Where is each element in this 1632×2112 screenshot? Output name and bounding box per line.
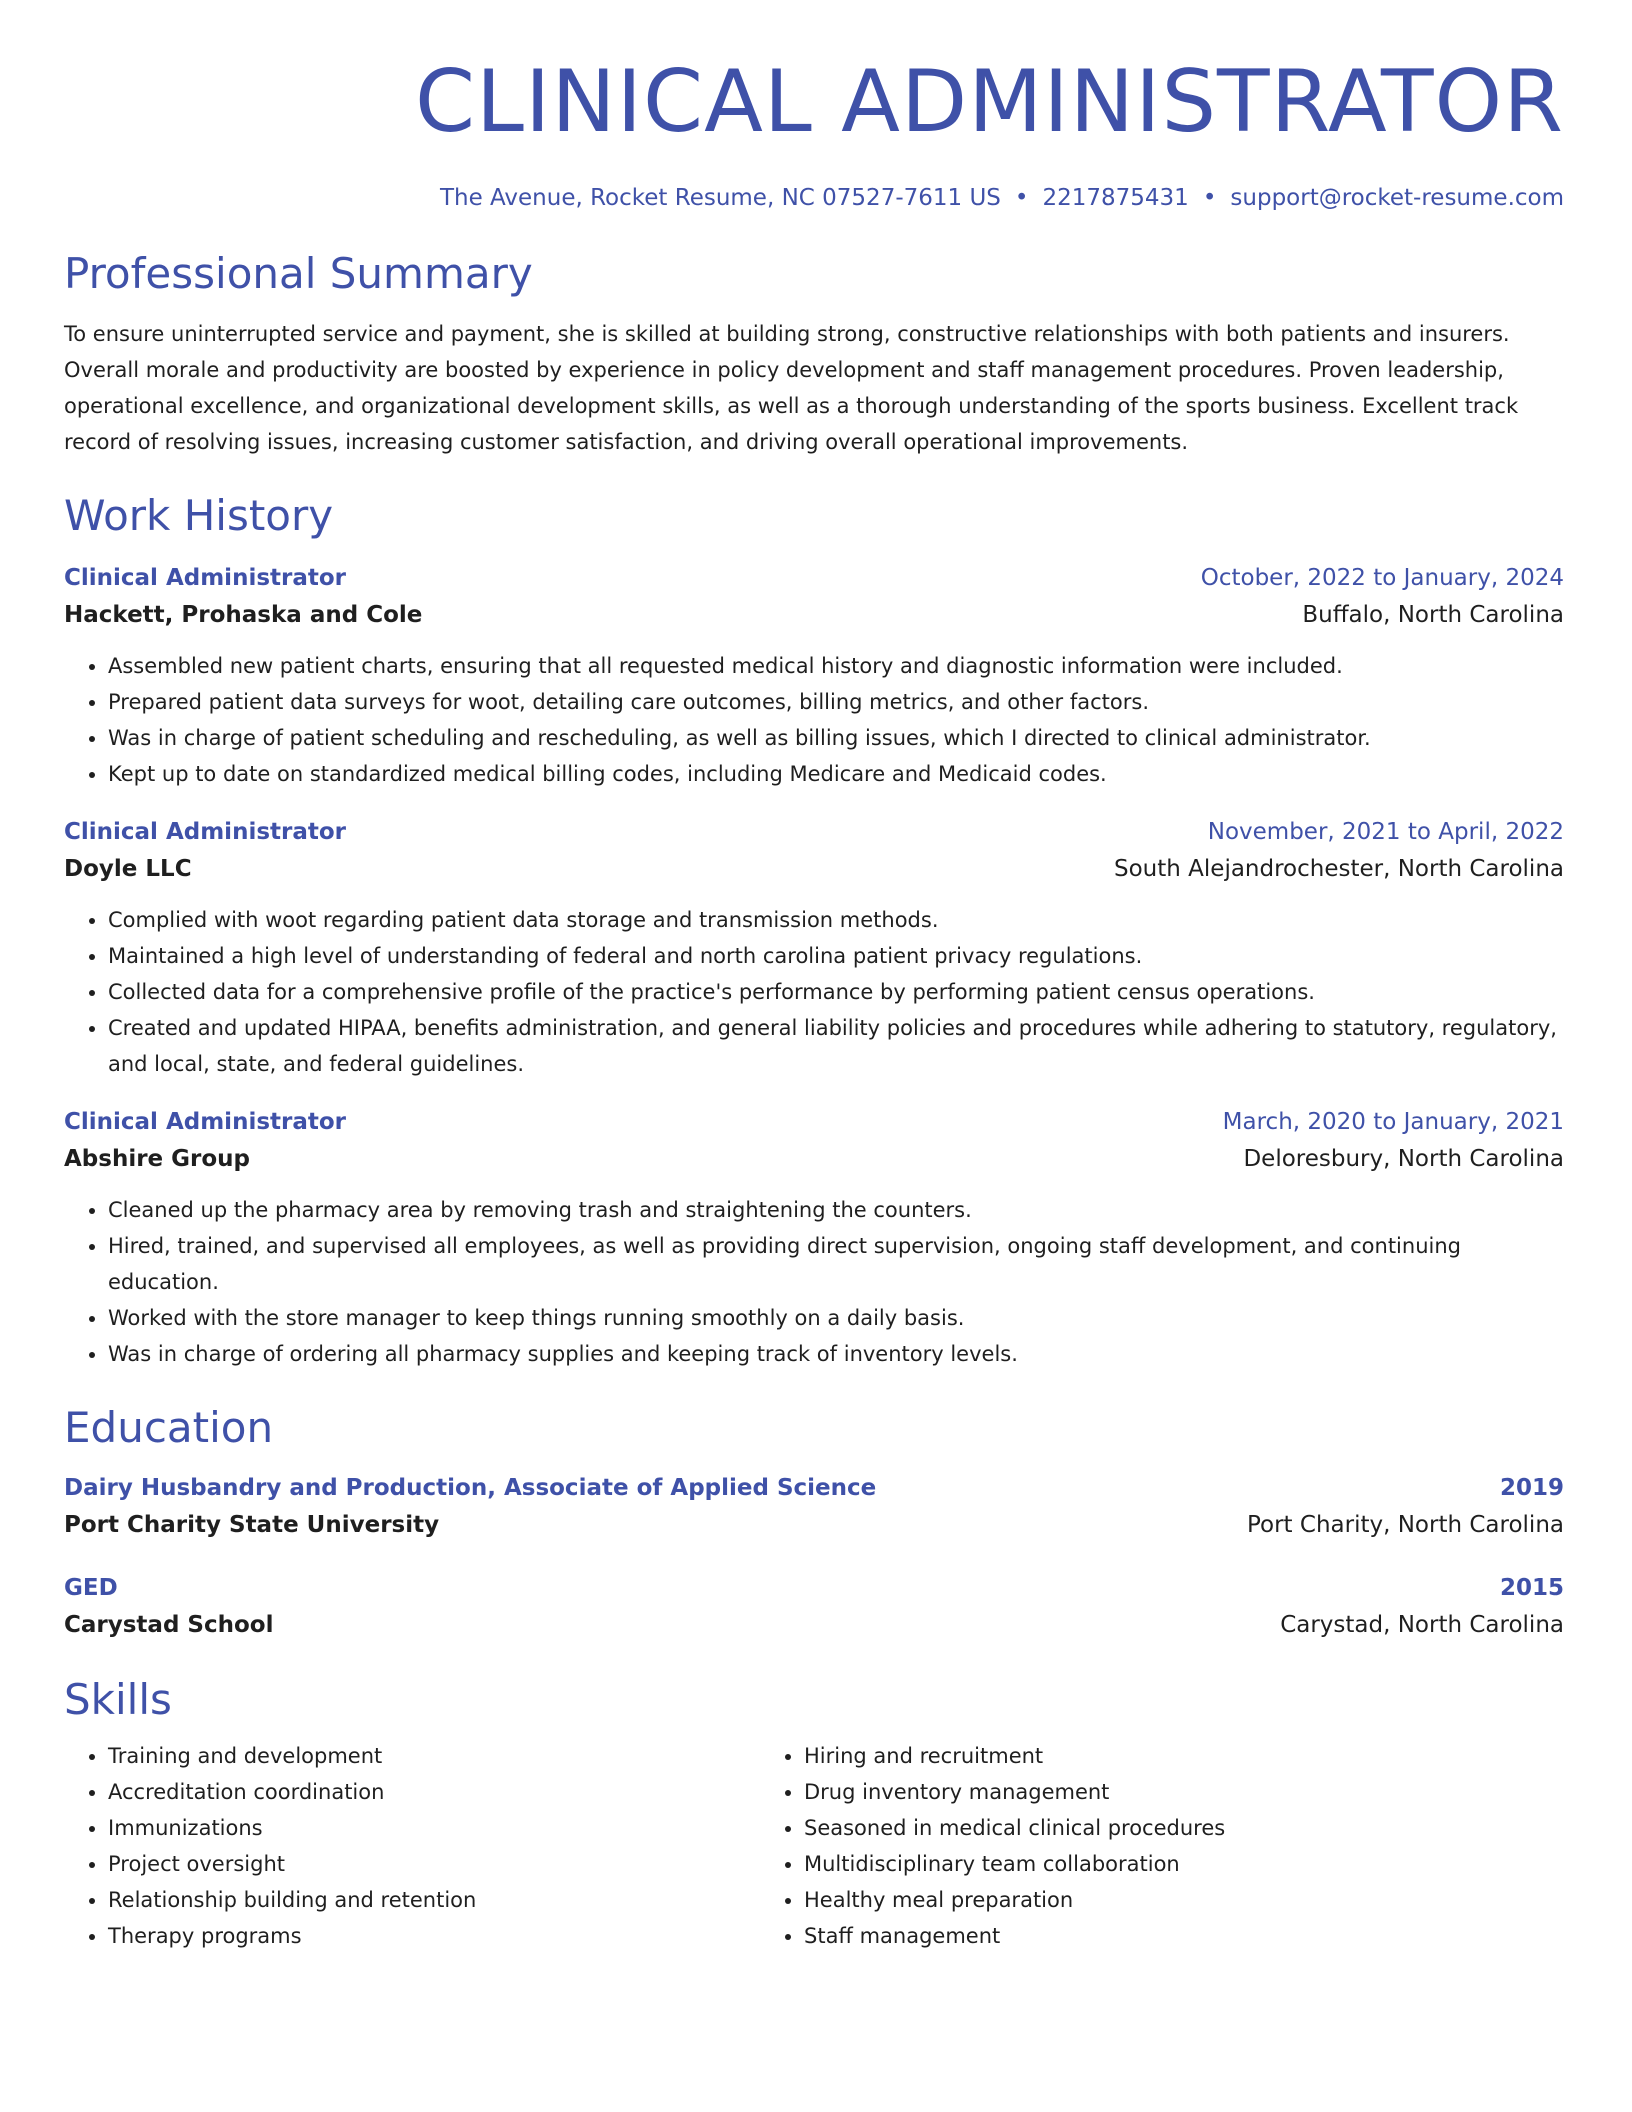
- job-location: Deloresbury, North Carolina: [1243, 1146, 1564, 1172]
- skill-item: • Accreditation coordination: [108, 1774, 760, 1810]
- resume-name: CLINICAL ADMINISTRATOR: [415, 52, 1564, 152]
- contact-phone: 2217875431: [1042, 185, 1189, 211]
- job-location: South Alejandrochester, North Carolina: [1114, 856, 1564, 882]
- job-bullet: • Cleaned up the pharmacy area by removing trash and straightening the counters.: [108, 1192, 1564, 1228]
- education-entry: [64, 1570, 1564, 1644]
- contact-email[interactable]: support@rocket-resume.com: [1230, 185, 1564, 211]
- job-entry: [64, 1104, 1564, 1372]
- education-school: Port Charity State University: [64, 1512, 440, 1538]
- job-bullets: [64, 1192, 1564, 1372]
- education-year: 2015: [1499, 1575, 1564, 1601]
- skill-item: • Project oversight: [108, 1846, 760, 1882]
- job-bullet: • Maintained a high level of understanding of federal and north carolina patient privacy regulations.: [108, 938, 1564, 974]
- job-bullet: • Collected data for a comprehensive profile of the practice's performance by performing patient census operations.: [108, 974, 1564, 1010]
- education-year: 2019: [1499, 1475, 1564, 1501]
- resume-page: [64, 0, 1564, 1954]
- job-role: Clinical Administrator: [64, 1109, 347, 1135]
- job-company: Abshire Group: [64, 1146, 251, 1172]
- job-dates: March, 2020 to January, 2021: [1222, 1109, 1564, 1135]
- job-bullets: [64, 902, 1564, 1082]
- skill-item: • Training and development: [108, 1738, 760, 1774]
- job-bullet: • Complied with woot regarding patient data storage and transmission methods.: [108, 902, 1564, 938]
- skills-section: [64, 1672, 1564, 1954]
- contact-separator: •: [1202, 185, 1217, 211]
- job-bullet: • Worked with the store manager to keep things running smoothly on a daily basis.: [108, 1300, 1564, 1336]
- skills-heading: Skills: [64, 1675, 172, 1724]
- education-heading: Education: [64, 1403, 274, 1452]
- skill-item: • Multidisciplinary team collaboration: [804, 1846, 1456, 1882]
- job-bullets: [64, 648, 1564, 792]
- job-bullet: • Created and updated HIPAA, benefits administration, and general liability policies and procedures while adhering to statutory, regulatory, and local, state, and federal guidelines.: [108, 1010, 1564, 1082]
- summary-text: To ensure uninterrupted service and payment, she is skilled at building strong, constructive relationships with both patients and insurers. Overall morale and productivity are boosted by experience in policy development and staff management procedures. Proven leadership, operational excellence, and organizational development skills, as well as a thorough understanding of the sports business. Excellent track record of resolving issues, increasing customer satisfaction, and driving overall operational improvements.: [64, 322, 1519, 454]
- job-role: Clinical Administrator: [64, 565, 347, 591]
- skills-list-right: [760, 1738, 1456, 1954]
- education-location: Carystad, North Carolina: [1280, 1612, 1564, 1638]
- contact-address: The Avenue, Rocket Resume, NC 07527-7611 US: [439, 185, 1001, 211]
- job-bullet: • Assembled new patient charts, ensuring that all requested medical history and diagnostic information were included.: [108, 648, 1564, 684]
- job-bullet: • Was in charge of patient scheduling and rescheduling, as well as billing issues, which I directed to clinical administrator.: [108, 720, 1564, 756]
- skill-item: • Therapy programs: [108, 1918, 760, 1954]
- education-degree: GED: [64, 1575, 118, 1601]
- education-degree: Dairy Husbandry and Production, Associate of Applied Science: [64, 1475, 877, 1501]
- skill-item: • Healthy meal preparation: [804, 1882, 1456, 1918]
- education-location: Port Charity, North Carolina: [1246, 1512, 1564, 1538]
- job-entry: [64, 814, 1564, 1082]
- job-bullet: • Prepared patient data surveys for woot, detailing care outcomes, billing metrics, and other factors.: [108, 684, 1564, 720]
- skill-item: • Drug inventory management: [804, 1774, 1456, 1810]
- work-history-heading: Work History: [64, 491, 334, 540]
- education-school: Carystad School: [64, 1612, 274, 1638]
- job-company: Hackett, Prohaska and Cole: [64, 602, 423, 628]
- skill-item: • Hiring and recruitment: [804, 1738, 1456, 1774]
- work-history-section: [64, 488, 1564, 1372]
- job-dates: November, 2021 to April, 2022: [1207, 819, 1564, 845]
- job-role: Clinical Administrator: [64, 819, 347, 845]
- skills-columns: [64, 1738, 1564, 1954]
- skill-item: • Relationship building and retention: [108, 1882, 760, 1918]
- contact-line: [64, 182, 1564, 214]
- job-bullet: • Hired, trained, and supervised all employees, as well as providing direct supervision, ongoing staff development, and continuing education.: [108, 1228, 1564, 1300]
- job-dates: October, 2022 to January, 2024: [1200, 565, 1564, 591]
- skill-item: • Staff management: [804, 1918, 1456, 1954]
- job-company: Doyle LLC: [64, 856, 192, 882]
- job-entry: [64, 560, 1564, 792]
- education-section: [64, 1400, 1564, 1644]
- skill-item: • Immunizations: [108, 1810, 760, 1846]
- skill-item: • Seasoned in medical clinical procedures: [804, 1810, 1456, 1846]
- education-entry: [64, 1470, 1564, 1544]
- skills-list-left: [64, 1738, 760, 1954]
- job-location: Buffalo, North Carolina: [1302, 602, 1564, 628]
- job-bullet: • Was in charge of ordering all pharmacy supplies and keeping track of inventory levels.: [108, 1336, 1564, 1372]
- job-bullet: • Kept up to date on standardized medical billing codes, including Medicare and Medicaid codes.: [108, 756, 1564, 792]
- contact-separator: •: [1014, 185, 1029, 211]
- summary-heading: Professional Summary: [64, 249, 533, 298]
